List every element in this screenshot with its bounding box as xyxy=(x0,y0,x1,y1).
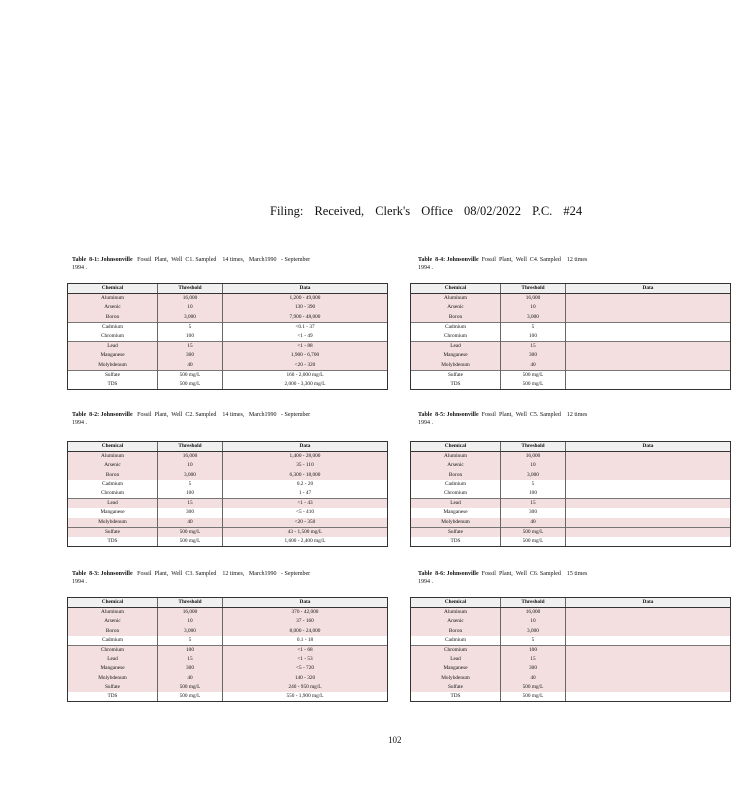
cell-chemical: Aluminum xyxy=(68,452,158,462)
table-row xyxy=(68,452,388,462)
cell-chemical: Boron xyxy=(68,471,158,480)
table-row xyxy=(411,294,731,304)
cell-data xyxy=(566,537,731,547)
cell-chemical: Aluminum xyxy=(411,608,501,618)
cell-chemical: Cadmium xyxy=(411,480,501,489)
cell-chemical: Arsenic xyxy=(411,461,501,470)
cell-data xyxy=(566,342,731,352)
cell-data xyxy=(566,683,731,692)
column-header-chemical: Chemical xyxy=(68,284,158,294)
table-row xyxy=(68,645,388,655)
cell-threshold: 300 xyxy=(501,351,566,360)
table-row xyxy=(68,361,388,371)
table-row xyxy=(411,361,731,371)
cell-threshold: 10 xyxy=(501,461,566,470)
cell-chemical: Boron xyxy=(68,627,158,636)
cell-chemical: Molybdenum xyxy=(411,361,501,371)
data-table xyxy=(410,441,731,547)
table-row xyxy=(68,480,388,489)
table-row xyxy=(411,664,731,673)
cell-data xyxy=(566,461,731,470)
cell-data xyxy=(566,617,731,626)
cell-threshold: 10 xyxy=(158,461,223,470)
cell-data xyxy=(566,692,731,702)
cell-data xyxy=(566,380,731,390)
table-header-row xyxy=(68,442,388,452)
cell-threshold: 3,000 xyxy=(501,471,566,480)
table-row xyxy=(411,537,731,547)
cell-threshold: 5 xyxy=(158,636,223,646)
cell-chemical: Manganese xyxy=(68,508,158,517)
cell-threshold: 15 xyxy=(158,655,223,664)
cell-chemical: Boron xyxy=(68,313,158,323)
data-table xyxy=(67,441,388,547)
column-header-threshold: Threshold xyxy=(158,442,223,452)
cell-data xyxy=(566,351,731,360)
cell-chemical: Cadmium xyxy=(411,322,501,332)
cell-data xyxy=(566,508,731,517)
cell-threshold: 300 xyxy=(158,351,223,360)
cell-data: 35 - 110 xyxy=(223,461,388,470)
cell-chemical: Arsenic xyxy=(68,303,158,312)
cell-threshold: 3,000 xyxy=(501,313,566,323)
cell-threshold: 16,000 xyxy=(501,294,566,304)
table-row xyxy=(411,499,731,509)
cell-threshold: 100 xyxy=(158,489,223,499)
table-row xyxy=(68,322,388,332)
cell-data: 160 - 2,000 mg/L xyxy=(223,370,388,380)
cell-data: 2,000 - 3,300 mg/L xyxy=(223,380,388,390)
cell-data: 1 - 47 xyxy=(223,489,388,499)
cell-chemical: Chromium xyxy=(68,645,158,655)
cell-chemical: Manganese xyxy=(411,351,501,360)
cell-data: 43 - 1,500 mg/L xyxy=(223,527,388,537)
cell-chemical: Molybdenum xyxy=(68,674,158,683)
column-header-data: Data xyxy=(566,598,731,608)
cell-threshold: 5 xyxy=(158,322,223,332)
table-row xyxy=(411,527,731,537)
cell-chemical: Lead xyxy=(68,499,158,509)
cell-threshold: 15 xyxy=(501,655,566,664)
cell-data: 370 - 42,000 xyxy=(223,608,388,618)
cell-chemical: Arsenic xyxy=(68,617,158,626)
cell-chemical: Boron xyxy=(411,627,501,636)
cell-threshold: 300 xyxy=(158,664,223,673)
cell-chemical: Chromium xyxy=(411,489,501,499)
cell-data xyxy=(566,370,731,380)
column-header-data: Data xyxy=(566,442,731,452)
cell-chemical: Aluminum xyxy=(68,294,158,304)
table-row xyxy=(411,342,731,352)
cell-data xyxy=(566,674,731,683)
cell-threshold: 5 xyxy=(501,636,566,646)
cell-chemical: Molybdenum xyxy=(411,674,501,683)
cell-chemical: Lead xyxy=(411,655,501,664)
cell-chemical: Chromium xyxy=(68,489,158,499)
column-header-threshold: Threshold xyxy=(501,598,566,608)
cell-threshold: 500 mg/L xyxy=(501,537,566,547)
table-caption: Table 8-2: Johnsonville Fossil Plant, Well C2. Sampled 14 times, March1990 - September 1994 . xyxy=(72,412,311,426)
table-row xyxy=(68,351,388,360)
table-row xyxy=(68,489,388,499)
cell-chemical: Molybdenum xyxy=(68,361,158,371)
cell-data xyxy=(566,361,731,371)
cell-threshold: 40 xyxy=(501,674,566,683)
table-caption: Table 8-1: Johnsonville Fossil Plant, Well C1. Sampled 14 times, March1990 - September 1994 . xyxy=(72,257,311,271)
table-row xyxy=(68,303,388,312)
cell-data xyxy=(566,332,731,342)
table-row xyxy=(411,617,731,626)
table-caption: Table 8-5: Johnsonville Fossil Plant, Well C5. Sampled 12 times 1994 . xyxy=(418,412,588,426)
table-row xyxy=(411,683,731,692)
table-row xyxy=(68,332,388,342)
table-row xyxy=(68,537,388,547)
cell-data xyxy=(566,452,731,462)
column-header-data: Data xyxy=(223,598,388,608)
cell-threshold: 300 xyxy=(501,664,566,673)
cell-chemical: Sulfate xyxy=(68,527,158,537)
cell-threshold: 16,000 xyxy=(158,452,223,462)
cell-chemical: Chromium xyxy=(68,332,158,342)
cell-data: 1,200 - 49,000 xyxy=(223,294,388,304)
cell-chemical: TDS xyxy=(68,380,158,390)
table-row xyxy=(68,294,388,304)
filing-stamp: Filing: Received, Clerk's Office 08/02/2022 P.C. #24 xyxy=(270,204,583,218)
cell-data: <1 - 49 xyxy=(223,332,388,342)
cell-data xyxy=(566,636,731,646)
page-number: 102 xyxy=(388,735,402,745)
table-row xyxy=(68,674,388,683)
cell-threshold: 500 mg/L xyxy=(158,683,223,692)
table-caption: Table 8-4: Johnsonville Fossil Plant, Well C4. Sampled 12 times 1994 . xyxy=(418,257,588,271)
table-row xyxy=(68,527,388,537)
cell-chemical: Aluminum xyxy=(411,452,501,462)
cell-data xyxy=(566,322,731,332)
table-row xyxy=(68,692,388,702)
table-row xyxy=(68,380,388,390)
cell-threshold: 300 xyxy=(501,508,566,517)
cell-chemical: Manganese xyxy=(411,664,501,673)
cell-data xyxy=(566,303,731,312)
cell-data: 1,400 - 28,000 xyxy=(223,452,388,462)
cell-threshold: 5 xyxy=(501,322,566,332)
column-header-threshold: Threshold xyxy=(158,284,223,294)
cell-chemical: Chromium xyxy=(411,645,501,655)
cell-chemical: Cadmium xyxy=(411,636,501,646)
cell-data: 0.1 - 18 xyxy=(223,636,388,646)
table-row xyxy=(411,380,731,390)
column-header-chemical: Chemical xyxy=(68,442,158,452)
cell-threshold: 40 xyxy=(501,518,566,528)
table-row xyxy=(411,489,731,499)
table-row xyxy=(411,645,731,655)
cell-threshold: 500 mg/L xyxy=(501,692,566,702)
cell-chemical: Boron xyxy=(411,313,501,323)
table-row xyxy=(411,692,731,702)
cell-threshold: 10 xyxy=(158,303,223,312)
column-header-threshold: Threshold xyxy=(501,442,566,452)
cell-data: <1 - 88 xyxy=(223,342,388,352)
column-header-data: Data xyxy=(223,442,388,452)
cell-data xyxy=(566,627,731,636)
cell-chemical: Lead xyxy=(411,342,501,352)
data-table xyxy=(67,283,388,390)
cell-data xyxy=(566,489,731,499)
table-row xyxy=(68,370,388,380)
cell-chemical: Lead xyxy=(68,342,158,352)
table-caption: Table 8-3: Johnsonville Fossil Plant, Well C3. Sampled 12 times, March1990 - September 1994 . xyxy=(72,571,311,585)
cell-chemical: Sulfate xyxy=(411,683,501,692)
table-row xyxy=(68,627,388,636)
cell-threshold: 100 xyxy=(501,332,566,342)
column-header-chemical: Chemical xyxy=(411,598,501,608)
cell-threshold: 40 xyxy=(158,361,223,371)
cell-chemical: Cadmium xyxy=(68,636,158,646)
column-header-chemical: Chemical xyxy=(411,442,501,452)
cell-data: 140 - 320 xyxy=(223,674,388,683)
column-header-chemical: Chemical xyxy=(68,598,158,608)
cell-threshold: 16,000 xyxy=(158,608,223,618)
cell-threshold: 40 xyxy=(501,361,566,371)
cell-data: 8,000 - 24,000 xyxy=(223,627,388,636)
table-row xyxy=(68,471,388,480)
cell-threshold: 3,000 xyxy=(158,313,223,323)
cell-threshold: 500 mg/L xyxy=(501,380,566,390)
cell-threshold: 500 mg/L xyxy=(158,527,223,537)
data-table xyxy=(67,597,388,702)
cell-data xyxy=(566,527,731,537)
cell-chemical: Sulfate xyxy=(68,370,158,380)
column-header-chemical: Chemical xyxy=(411,284,501,294)
cell-threshold: 40 xyxy=(158,518,223,528)
table-row xyxy=(411,636,731,646)
data-table xyxy=(410,597,731,702)
table-row xyxy=(411,332,731,342)
table-row xyxy=(411,461,731,470)
table-row xyxy=(411,518,731,528)
cell-data xyxy=(566,499,731,509)
cell-chemical: Molybdenum xyxy=(411,518,501,528)
cell-threshold: 40 xyxy=(158,674,223,683)
cell-chemical: Sulfate xyxy=(68,683,158,692)
cell-threshold: 15 xyxy=(158,499,223,509)
table-row xyxy=(411,471,731,480)
cell-threshold: 300 xyxy=(158,508,223,517)
cell-chemical: Cadmium xyxy=(68,322,158,332)
cell-threshold: 100 xyxy=(501,645,566,655)
cell-threshold: 10 xyxy=(501,617,566,626)
cell-chemical: TDS xyxy=(411,380,501,390)
table-row xyxy=(68,636,388,646)
table-header-row xyxy=(68,598,388,608)
table-row xyxy=(411,480,731,489)
table-row xyxy=(68,683,388,692)
cell-threshold: 500 mg/L xyxy=(501,527,566,537)
table-row xyxy=(411,351,731,360)
cell-chemical: Molybdenum xyxy=(68,518,158,528)
cell-data: <20 - 320 xyxy=(223,361,388,371)
cell-data: 6,300 - 18,000 xyxy=(223,471,388,480)
table-row xyxy=(68,655,388,664)
table-header-row xyxy=(68,284,388,294)
cell-data: 1,900 - 6,700 xyxy=(223,351,388,360)
cell-chemical: Boron xyxy=(411,471,501,480)
cell-data xyxy=(566,655,731,664)
cell-chemical: Sulfate xyxy=(411,370,501,380)
column-header-data: Data xyxy=(566,284,731,294)
cell-data: 37 - 160 xyxy=(223,617,388,626)
cell-data xyxy=(566,608,731,618)
cell-chemical: Arsenic xyxy=(411,617,501,626)
cell-chemical: Sulfate xyxy=(411,527,501,537)
cell-threshold: 3,000 xyxy=(158,471,223,480)
cell-threshold: 16,000 xyxy=(501,608,566,618)
table-row xyxy=(68,608,388,618)
cell-threshold: 3,000 xyxy=(158,627,223,636)
table-row xyxy=(68,499,388,509)
cell-data xyxy=(566,294,731,304)
cell-data xyxy=(566,313,731,323)
table-row xyxy=(411,627,731,636)
column-header-threshold: Threshold xyxy=(158,598,223,608)
cell-data: 550 - 1,900 mg/L xyxy=(223,692,388,702)
cell-chemical: Manganese xyxy=(68,664,158,673)
cell-threshold: 5 xyxy=(158,480,223,489)
cell-data xyxy=(566,471,731,480)
table-row xyxy=(68,617,388,626)
cell-data: <20 - 350 xyxy=(223,518,388,528)
cell-threshold: 500 mg/L xyxy=(158,380,223,390)
cell-threshold: 500 mg/L xyxy=(158,692,223,702)
table-row xyxy=(68,313,388,323)
column-header-data: Data xyxy=(223,284,388,294)
table-caption: Table 8-6: Johnsonville Fossil Plant, Well C6. Sampled 15 times 1994 . xyxy=(418,571,588,585)
table-header-row xyxy=(411,284,731,294)
cell-data: 130 - 390 xyxy=(223,303,388,312)
table-header-row xyxy=(411,442,731,452)
cell-chemical: Cadmium xyxy=(68,480,158,489)
cell-data: 240 - 950 mg/L xyxy=(223,683,388,692)
cell-data: 0.2 - 20 xyxy=(223,480,388,489)
cell-data xyxy=(566,480,731,489)
cell-threshold: 15 xyxy=(501,499,566,509)
cell-threshold: 16,000 xyxy=(158,294,223,304)
table-row xyxy=(68,664,388,673)
cell-chemical: TDS xyxy=(68,692,158,702)
table-row xyxy=(68,461,388,470)
table-row xyxy=(68,342,388,352)
cell-data: <0.1 - 37 xyxy=(223,322,388,332)
column-header-threshold: Threshold xyxy=(501,284,566,294)
cell-chemical: Chromium xyxy=(411,332,501,342)
table-row xyxy=(68,508,388,517)
cell-data: 7,900 - 48,000 xyxy=(223,313,388,323)
table-row xyxy=(411,322,731,332)
table-row xyxy=(411,452,731,462)
cell-chemical: TDS xyxy=(411,537,501,547)
cell-chemical: TDS xyxy=(411,692,501,702)
table-row xyxy=(411,608,731,618)
data-table xyxy=(410,283,731,390)
cell-threshold: 100 xyxy=(158,645,223,655)
cell-chemical: TDS xyxy=(68,537,158,547)
cell-chemical: Arsenic xyxy=(68,461,158,470)
cell-threshold: 15 xyxy=(158,342,223,352)
cell-chemical: Aluminum xyxy=(68,608,158,618)
cell-threshold: 10 xyxy=(501,303,566,312)
cell-data xyxy=(566,645,731,655)
cell-threshold: 5 xyxy=(501,480,566,489)
cell-chemical: Lead xyxy=(68,655,158,664)
cell-threshold: 16,000 xyxy=(501,452,566,462)
cell-threshold: 500 mg/L xyxy=(501,683,566,692)
cell-threshold: 10 xyxy=(158,617,223,626)
cell-threshold: 100 xyxy=(501,489,566,499)
cell-data: <1 - 43 xyxy=(223,499,388,509)
cell-data xyxy=(566,664,731,673)
table-row xyxy=(411,313,731,323)
cell-chemical: Manganese xyxy=(411,508,501,517)
cell-data: <1 - 68 xyxy=(223,645,388,655)
cell-data: <5 - 410 xyxy=(223,508,388,517)
cell-chemical: Lead xyxy=(411,499,501,509)
cell-threshold: 500 mg/L xyxy=(158,370,223,380)
cell-data: <5 - 720 xyxy=(223,664,388,673)
cell-data: <1 - 53 xyxy=(223,655,388,664)
table-row xyxy=(68,518,388,528)
cell-chemical: Manganese xyxy=(68,351,158,360)
table-row xyxy=(411,370,731,380)
cell-chemical: Arsenic xyxy=(411,303,501,312)
table-row xyxy=(411,303,731,312)
table-row xyxy=(411,655,731,664)
table-row xyxy=(411,508,731,517)
cell-threshold: 3,000 xyxy=(501,627,566,636)
table-row xyxy=(411,674,731,683)
table-header-row xyxy=(411,598,731,608)
cell-data: 1,600 - 2,400 mg/L xyxy=(223,537,388,547)
cell-threshold: 100 xyxy=(158,332,223,342)
cell-data xyxy=(566,518,731,528)
cell-threshold: 500 mg/L xyxy=(501,370,566,380)
cell-threshold: 500 mg/L xyxy=(158,537,223,547)
cell-chemical: Aluminum xyxy=(411,294,501,304)
cell-threshold: 15 xyxy=(501,342,566,352)
